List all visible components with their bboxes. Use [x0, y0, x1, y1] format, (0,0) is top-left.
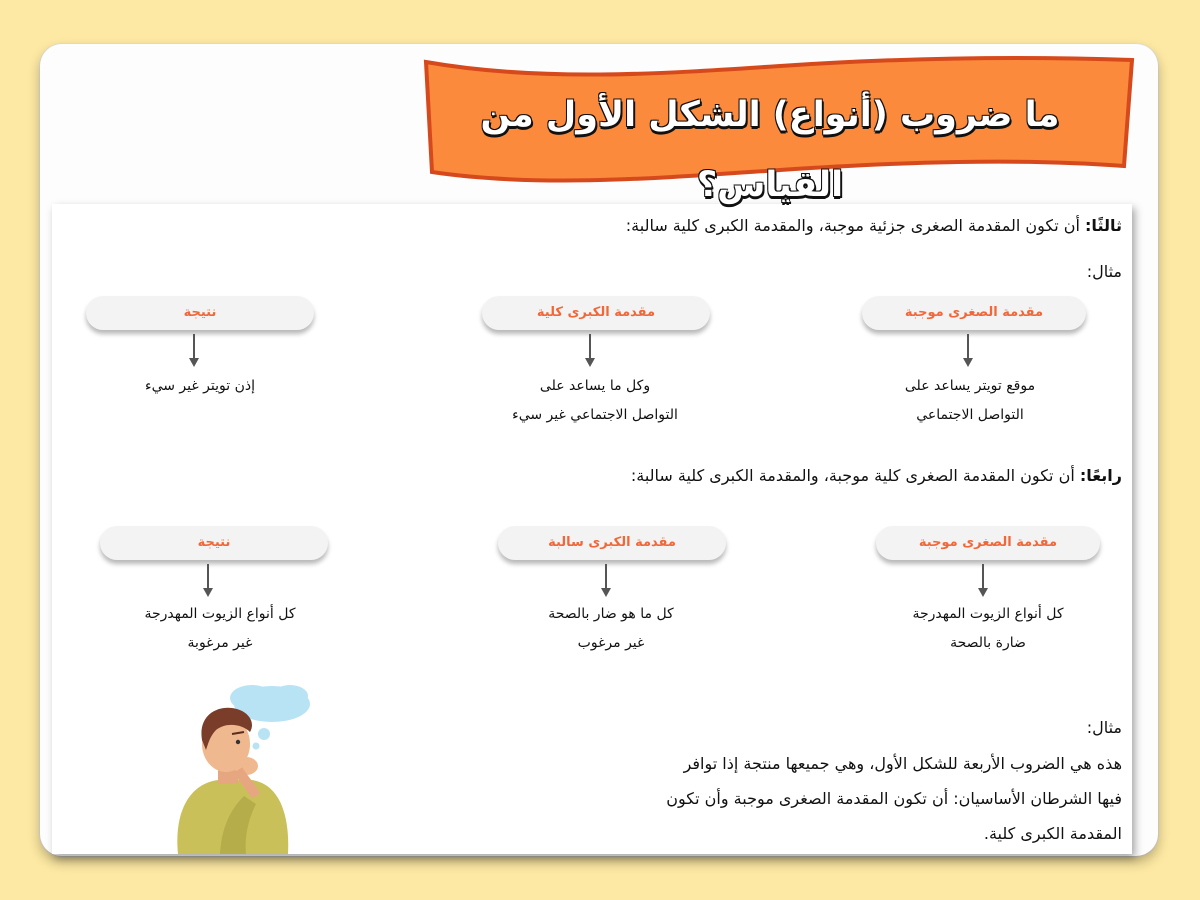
thinking-person-illustration [160, 684, 350, 854]
s3-major-line2: التواصل الاجتماعي غير سيء [512, 407, 678, 423]
summary-paragraph [422, 746, 1122, 851]
arrow-down-icon [977, 564, 989, 598]
arrow-down-icon [600, 564, 612, 598]
section3-example-label: مثال: [1086, 262, 1122, 281]
s4-minor-line1: كل أنواع الزيوت المهدرجة [912, 606, 1064, 622]
s4-major-line1: كل ما هو ضار بالصحة [548, 606, 674, 622]
s3-result-text [80, 372, 320, 401]
s4-major-text [476, 600, 746, 658]
s4-minor-line2: ضارة بالصحة [950, 635, 1026, 651]
s3-minor-line1: موقع تويتر يساعد على [904, 378, 1036, 394]
s4-minor-text [856, 600, 1120, 658]
s4-result-line2: غير مرغوبة [187, 635, 253, 651]
arrow-down-icon [584, 334, 596, 368]
summary-line1: هذه هي الضروب الأربعة للشكل الأول، وهي جميعها منتجة إذا توافر [683, 754, 1122, 773]
summary-line2: فيها الشرطان الأساسيان: أن تكون المقدمة الصغرى موجبة وأن تكون [666, 789, 1122, 808]
s4-major-header: مقدمة الكبرى سالبة [498, 526, 726, 560]
s3-result-header: نتيجة [86, 296, 314, 330]
s3-minor-line2: التواصل الاجتماعي [916, 407, 1024, 423]
s4-result-header: نتيجة [100, 526, 328, 560]
s3-major-text [460, 372, 730, 430]
s4-result-line1: كل أنواع الزيوت المهدرجة [144, 606, 296, 622]
s3-major-header: مقدمة الكبرى كلية [482, 296, 710, 330]
s4-minor-header: مقدمة الصغرى موجبة [876, 526, 1100, 560]
section3-label: ثالثًا: [1085, 216, 1122, 235]
s3-major-line1: وكل ما يساعد على [539, 378, 651, 394]
s3-result-line1: إذن تويتر غير سيء [145, 378, 255, 394]
s3-minor-text [840, 372, 1100, 430]
summary-label: مثال: [1086, 718, 1122, 737]
arrow-down-icon [962, 334, 974, 368]
arrow-down-icon [202, 564, 214, 598]
arrow-down-icon [188, 334, 200, 368]
section3-text: أن تكون المقدمة الصغرى جزئية موجبة، والمقدمة الكبرى كلية سالبة: [625, 216, 1080, 235]
summary-line3: المقدمة الكبرى كلية. [983, 824, 1122, 843]
s4-result-text [88, 600, 352, 658]
section4-heading [631, 466, 1122, 485]
page-title: ما ضروب (أنواع) الشكل الأول من القياس؟ [480, 95, 1060, 205]
section4-text: أن تكون المقدمة الصغرى كلية موجبة، والمقدمة الكبرى كلية سالبة: [630, 466, 1075, 485]
section3-heading [626, 216, 1122, 235]
s3-minor-header: مقدمة الصغرى موجبة [862, 296, 1086, 330]
s4-major-line2: غير مرغوب [577, 635, 645, 651]
section4-label: رابعًا: [1079, 466, 1122, 485]
